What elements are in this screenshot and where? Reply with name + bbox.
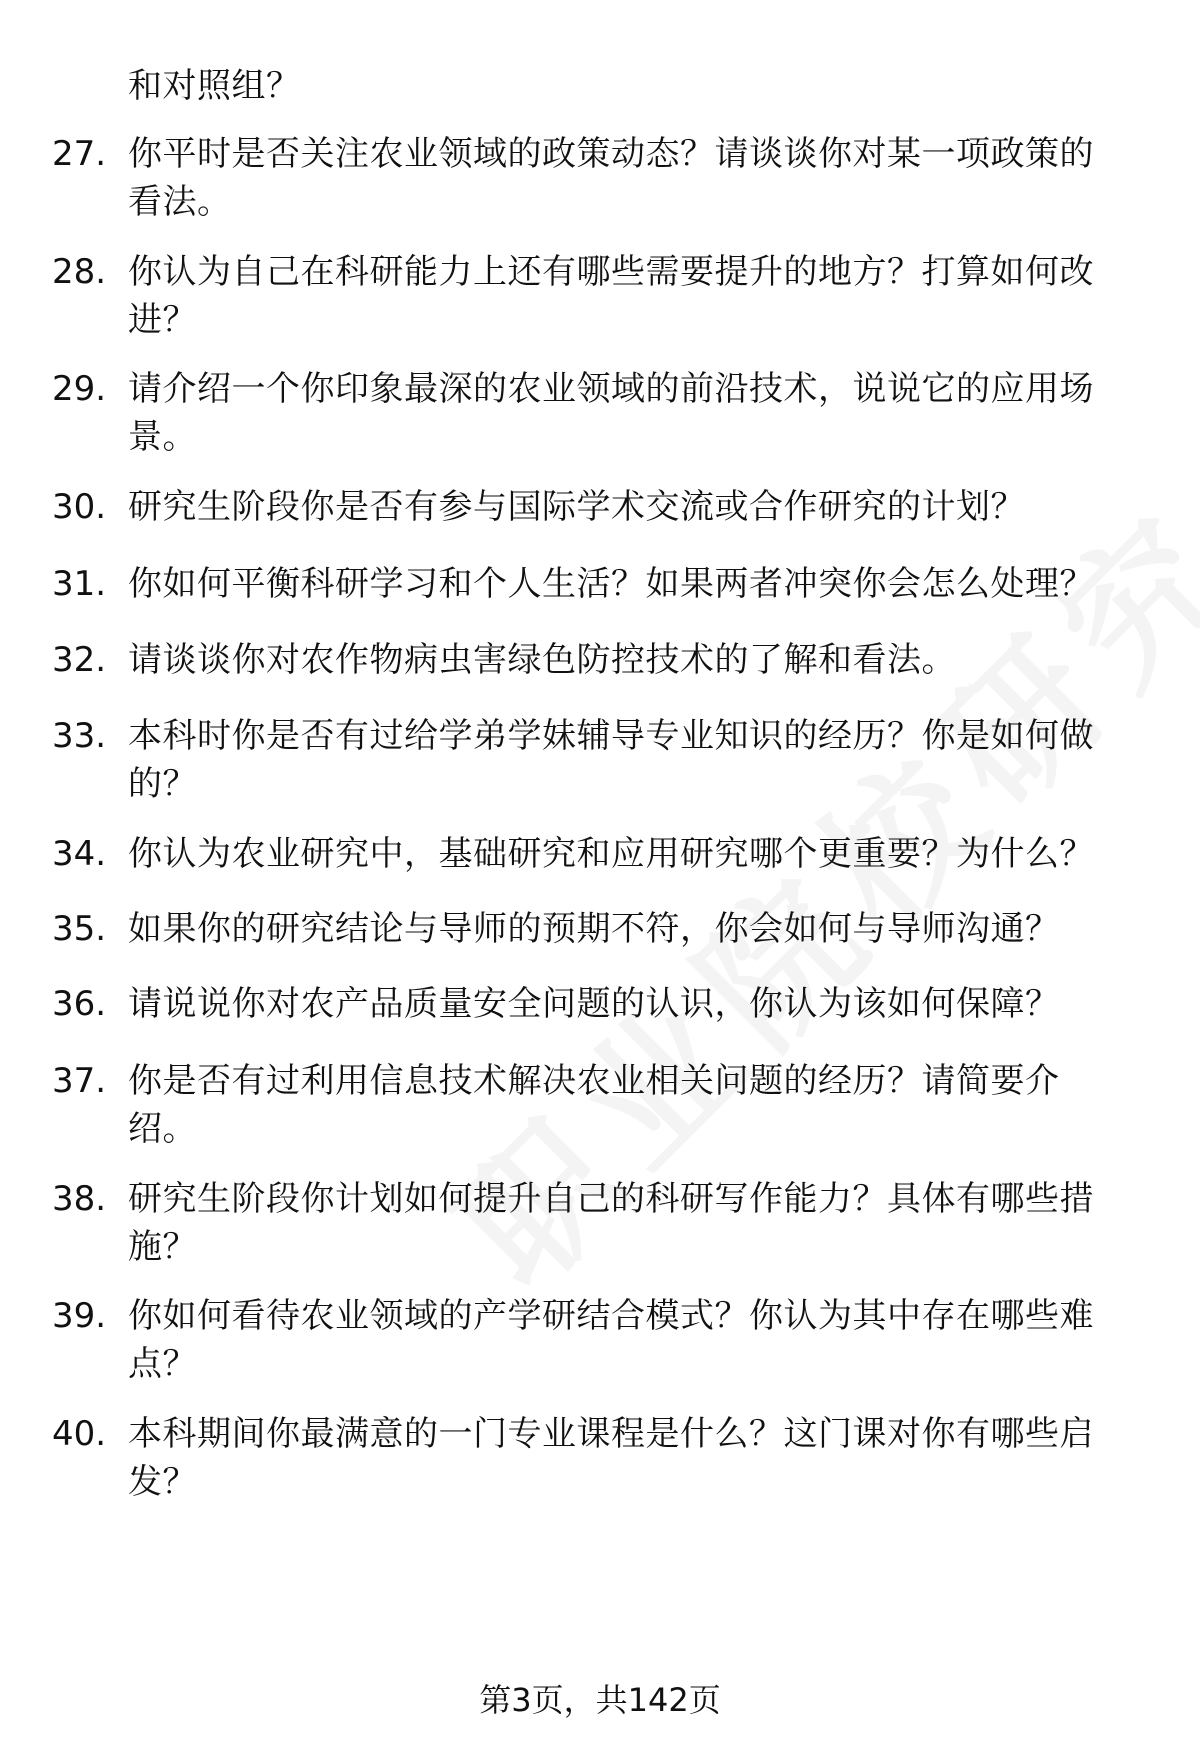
question-number: 28. (52, 252, 107, 292)
question-text-line: 请介绍一个你印象最深的农业领域的前沿技术，说说它的应用场 (128, 369, 1094, 409)
question-text-line: 研究生阶段你计划如何提升自己的科研写作能力？具体有哪些措 (128, 1179, 1094, 1219)
question-number: 32. (52, 640, 107, 680)
question-text-line: 景。 (128, 417, 197, 457)
question-text-line: 请谈谈你对农作物病虫害绿色防控技术的了解和看法。 (128, 640, 956, 680)
question-number: 33. (52, 716, 107, 756)
question-number: 30. (52, 487, 107, 527)
question-text-line: 你认为农业研究中，基础研究和应用研究哪个更重要？为什么？ (128, 834, 1094, 874)
question-text-line: 你是否有过利用信息技术解决农业相关问题的经历？请简要介 (128, 1061, 1060, 1101)
question-number: 27. (52, 134, 107, 174)
continuation-text: 和对照组？ (128, 66, 301, 106)
question-number: 38. (52, 1179, 107, 1219)
question-number: 29. (52, 369, 107, 409)
question-number: 39. (52, 1296, 107, 1336)
question-number: 37. (52, 1061, 107, 1101)
question-text-line: 绍。 (128, 1109, 197, 1149)
question-number: 36. (52, 984, 107, 1024)
question-text-line: 研究生阶段你是否有参与国际学术交流或合作研究的计划？ (128, 487, 1025, 527)
page-footer: 第3页，共142页 (479, 1681, 721, 1719)
question-number: 34. (52, 834, 107, 874)
question-text-line: 你如何平衡科研学习和个人生活？如果两者冲突你会怎么处理？ (128, 564, 1094, 604)
question-number: 35. (52, 909, 107, 949)
question-number: 31. (52, 564, 107, 604)
question-text-line: 本科期间你最满意的一门专业课程是什么？这门课对你有哪些启 (128, 1414, 1094, 1454)
question-number: 40. (52, 1414, 107, 1454)
question-text-line: 如果你的研究结论与导师的预期不符，你会如何与导师沟通？ (128, 909, 1060, 949)
question-text-line: 看法。 (128, 182, 232, 222)
question-text-line: 进？ (128, 300, 197, 340)
question-text-line: 你平时是否关注农业领域的政策动态？请谈谈你对某一项政策的 (128, 134, 1094, 174)
question-text-line: 施？ (128, 1227, 197, 1267)
question-text-line: 请说说你对农产品质量安全问题的认识，你认为该如何保障？ (128, 984, 1060, 1024)
question-text-line: 发？ (128, 1462, 197, 1502)
question-text-line: 你如何看待农业领域的产学研结合模式？你认为其中存在哪些难 (128, 1296, 1094, 1336)
question-text-line: 你认为自己在科研能力上还有哪些需要提升的地方？打算如何改 (128, 252, 1094, 292)
question-text-line: 点？ (128, 1344, 197, 1384)
question-text-line: 的？ (128, 764, 197, 804)
question-text-line: 本科时你是否有过给学弟学妹辅导专业知识的经历？你是如何做 (128, 716, 1094, 756)
